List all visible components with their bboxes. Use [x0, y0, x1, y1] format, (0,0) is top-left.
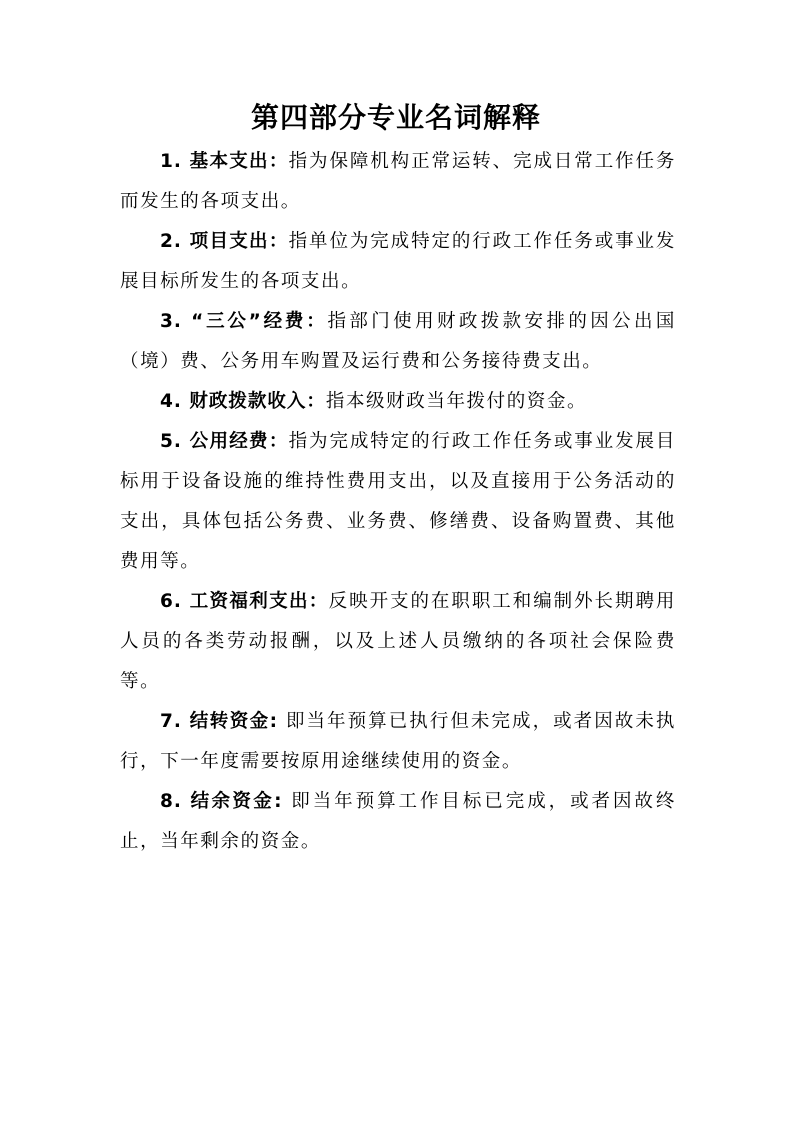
- glossary-term: 8. 结余资金:: [160, 791, 283, 812]
- glossary-definition: 即当年预算工作目标已完成，或者因故终止，当年剩余的资金。: [120, 791, 676, 852]
- glossary-term: 1. 基本支出：: [160, 151, 289, 172]
- glossary-list: [120, 142, 676, 862]
- glossary-term: 7. 结转资金:: [160, 711, 279, 732]
- glossary-item-project-expenditure: [120, 222, 676, 302]
- glossary-definition: 指本级财政当年拨付的资金。: [325, 391, 588, 412]
- glossary-term: 4. 财政拨款收入：: [160, 391, 326, 412]
- glossary-term: 5. 公用经费：: [160, 431, 289, 452]
- glossary-definition: 指为完成特定的行政工作任务或事业发展目标用于设备设施的维持性费用支出，以及直接用于公务活动的支出，具体包括公务费、业务费、修缮费、设备购置费、其他费用等。: [120, 431, 676, 572]
- glossary-term: 6. 工资福利支出：: [160, 591, 329, 612]
- glossary-definition: 指部门使用财政拨款安排的因公出国（境）费、公务用车购置及运行费和公务接待费支出。: [120, 311, 676, 372]
- glossary-item-public-expenses: [120, 422, 676, 582]
- glossary-term: 3. “三公”经费：: [160, 311, 328, 332]
- glossary-item-basic-expenditure: [120, 142, 676, 222]
- glossary-item-fiscal-appropriation-income: [120, 382, 676, 422]
- glossary-definition: 即当年预算已执行但未完成，或者因故未执行，下一年度需要按原用途继续使用的资金。: [120, 711, 676, 772]
- glossary-item-carryover-funds: [120, 702, 676, 782]
- glossary-definition: 指单位为完成特定的行政工作任务或事业发展目标所发生的各项支出。: [120, 231, 676, 292]
- glossary-item-surplus-funds: [120, 782, 676, 862]
- glossary-item-three-public-expenses: [120, 302, 676, 382]
- glossary-term: 2. 项目支出：: [160, 231, 289, 252]
- glossary-definition: 指为保障机构正常运转、完成日常工作任务而发生的各项支出。: [120, 151, 676, 212]
- glossary-definition: 反映开支的在职职工和编制外长期聘用人员的各类劳动报酬，以及上述人员缴纳的各项社会保险费等。: [120, 591, 677, 692]
- page-title: 第四部分专业名词解释: [250, 101, 541, 134]
- glossary-item-salary-welfare: [120, 582, 676, 702]
